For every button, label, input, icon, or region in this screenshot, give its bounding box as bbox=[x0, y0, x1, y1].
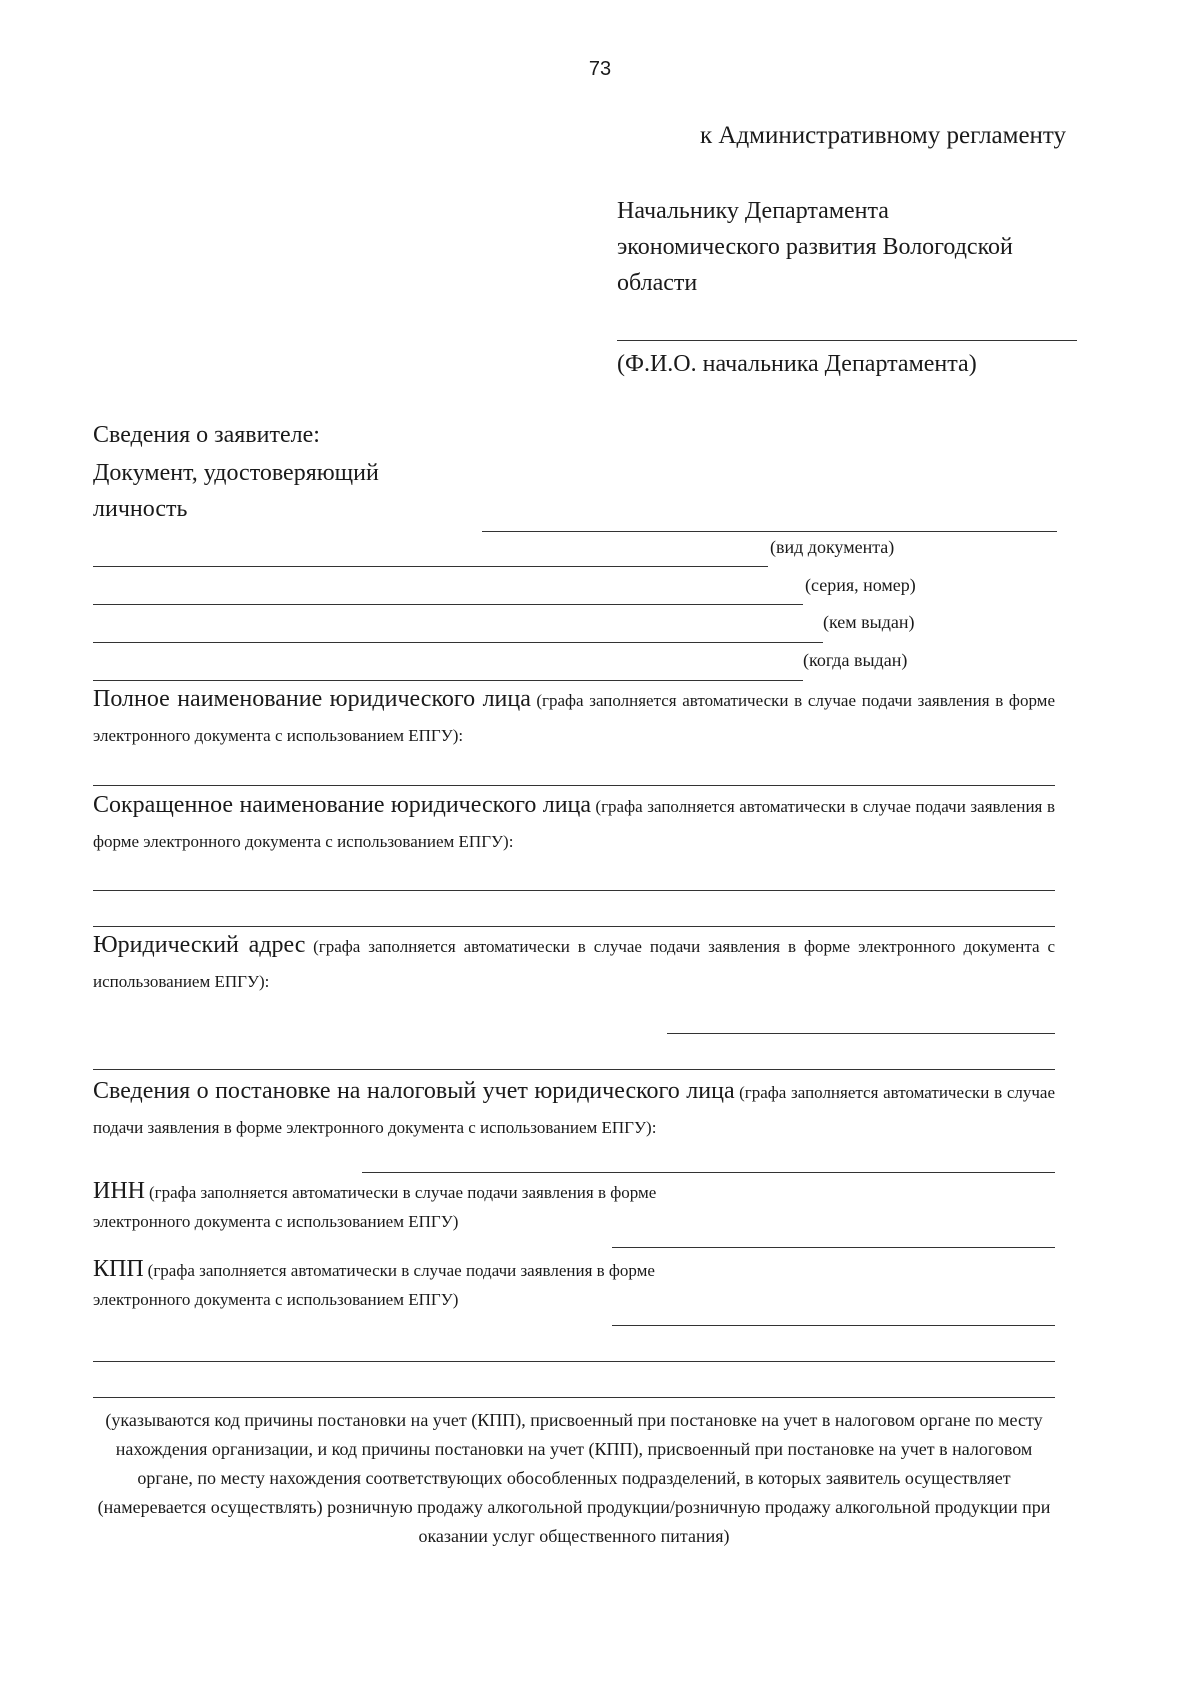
short-name-title: Сокращенное наименование юридического лица bbox=[93, 792, 592, 818]
doc-type-field[interactable] bbox=[482, 531, 1057, 532]
legal-address-title: Юридический адрес bbox=[93, 932, 306, 958]
annex-reference: к Административному регламенту bbox=[700, 122, 1067, 149]
legal-address-field[interactable] bbox=[667, 1033, 1055, 1034]
issued-when-field[interactable] bbox=[93, 680, 803, 681]
id-document-label: Документ, удостоверяющий bbox=[93, 460, 379, 486]
kpp-footnote: (указываются код причины постановки на учет (КПП), присвоенный при постановке на учет в налоговом органе по месту нахождения организации, и код причины постановки на учет (КПП), присвоенный при постановке на учет в налоговом органе, по месту нахождения соответствующих обособленных подразделений, в которых заявитель осуществляет (намеревается осуществлять) розничную продажу алкогольной продукции/розничную продажу алкогольной продукции при оказании услуг общественного питания) bbox=[97, 1410, 1051, 1546]
kpp-field-2[interactable] bbox=[93, 1361, 1055, 1362]
tax-registration-field[interactable] bbox=[362, 1172, 1055, 1173]
series-number-field[interactable] bbox=[93, 566, 768, 567]
doc-type-caption: (вид документа) bbox=[770, 537, 895, 557]
addressee-block bbox=[617, 193, 1013, 301]
inn-label bbox=[93, 1178, 656, 1205]
full-name-note: (графа заполняется автоматически в случае подачи заявления в форме электронного документа с использованием ЕПГУ): bbox=[93, 691, 1055, 745]
series-number-caption: (серия, номер) bbox=[805, 575, 916, 595]
full-name-field[interactable] bbox=[93, 785, 1055, 786]
issued-by-caption: (кем выдан) bbox=[823, 612, 915, 632]
tax-registration-title: Сведения о постановке на налоговый учет юридического лица bbox=[93, 1078, 735, 1104]
issued-by-field[interactable] bbox=[93, 604, 803, 605]
kpp-note: (графа заполняется автоматически в случае подачи заявления в форме bbox=[147, 1261, 655, 1280]
kpp-field-3[interactable] bbox=[93, 1397, 1055, 1398]
page-number: 73 bbox=[588, 58, 612, 80]
department-head-caption: (Ф.И.О. начальника Департамента) bbox=[617, 351, 977, 377]
inn-field[interactable] bbox=[612, 1247, 1055, 1248]
applicant-heading: Сведения о заявителе: bbox=[93, 422, 320, 448]
full-name-section bbox=[93, 682, 1055, 754]
legal-address-section bbox=[93, 928, 1055, 1000]
inn-title: ИНН bbox=[93, 1178, 145, 1204]
inn-note: (графа заполняется автоматически в случае подачи заявления в форме bbox=[149, 1183, 657, 1202]
legal-address-note: (графа заполняется автоматически в случае подачи заявления в форме электронного документа с использованием ЕПГУ): bbox=[93, 937, 1056, 991]
legal-address-field-2[interactable] bbox=[93, 1069, 1055, 1070]
short-name-section bbox=[93, 788, 1055, 860]
tax-registration-note: (графа заполняется автоматически в случае подачи заявления в форме электронного документа с использованием ЕПГУ): bbox=[93, 1083, 1055, 1137]
issued-by-field-2[interactable] bbox=[93, 642, 823, 643]
short-name-field-2[interactable] bbox=[93, 926, 1055, 927]
addressee-line: области bbox=[617, 270, 698, 296]
kpp-field[interactable] bbox=[612, 1325, 1055, 1326]
addressee-line: экономического развития Вологодской bbox=[617, 234, 1013, 260]
short-name-field[interactable] bbox=[93, 890, 1055, 891]
short-name-note: (графа заполняется автоматически в случае подачи заявления в форме электронного документа с использованием ЕПГУ): bbox=[93, 797, 1056, 851]
tax-registration-section bbox=[93, 1074, 1055, 1146]
kpp-note-cont: электронного документа с использованием ЕПГУ) bbox=[93, 1290, 459, 1309]
kpp-title: КПП bbox=[93, 1256, 144, 1282]
full-name-title: Полное наименование юридического лица bbox=[93, 686, 531, 712]
department-head-name-field[interactable] bbox=[617, 340, 1077, 341]
issued-when-caption: (когда выдан) bbox=[803, 650, 908, 670]
addressee-line: Начальнику Департамента bbox=[617, 198, 889, 224]
id-document-label-cont: личность bbox=[93, 496, 188, 522]
kpp-label bbox=[93, 1256, 655, 1283]
inn-note-cont: электронного документа с использованием ЕПГУ) bbox=[93, 1212, 459, 1231]
